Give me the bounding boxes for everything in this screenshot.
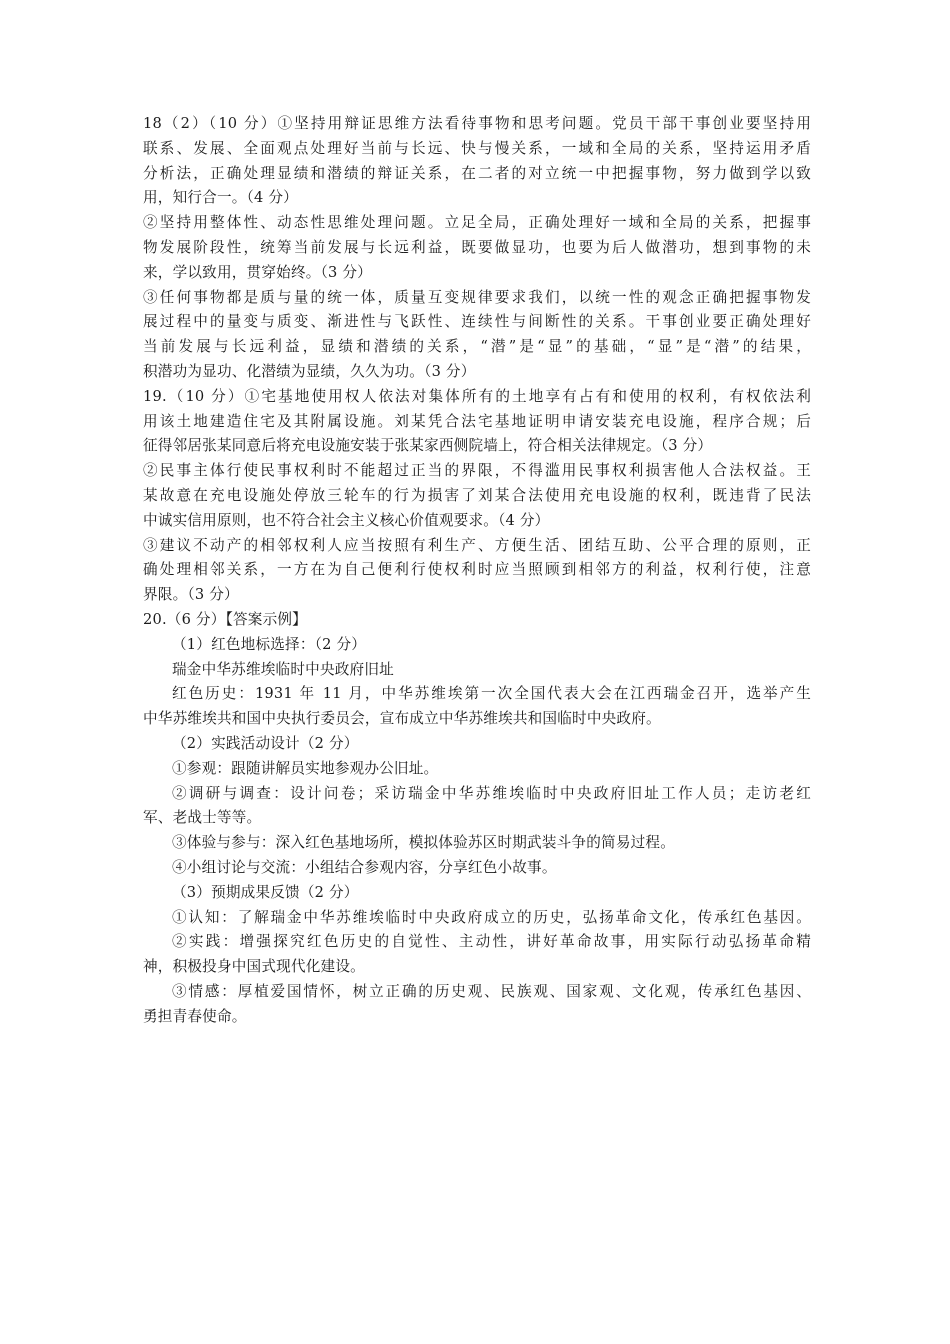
q20-history-line: 红色历史：1931 年 11 月，中华苏维埃第一次全国代表大会在江西瑞金召开，选举产生 bbox=[172, 685, 811, 703]
q20-part3-item: 神，积极投身中国式现代化建设。 bbox=[143, 958, 365, 976]
q20-part2-title: （2）实践活动设计（2 分） bbox=[172, 734, 359, 752]
q19-line: 界限。（3 分） bbox=[143, 586, 239, 604]
q20-part2-item: ③体验与参与：深入红色基地场所，模拟体验苏区时期武装斗争的简易过程。 bbox=[172, 834, 675, 852]
q20-heading: 20.（6 分）【答案示例】 bbox=[143, 610, 307, 628]
q18-line: 分析法，正确处理显绩和潜绩的辩证关系，在二者的对立统一中把握事物，努力做到学以致 bbox=[143, 164, 811, 182]
q18-answer bbox=[143, 112, 811, 385]
q18-line: 积潜功为显功、化潜绩为显绩，久久为功。（3 分） bbox=[143, 362, 476, 380]
q19-answer bbox=[143, 385, 811, 608]
q18-line: 来，学以致用，贯穿始终。（3 分） bbox=[143, 263, 372, 281]
q18-line: ②坚持用整体性、动态性思维处理问题。立足全局，正确处理好一域和全局的关系，把握事 bbox=[143, 214, 811, 232]
q18-line: 用，知行合一。（4 分） bbox=[143, 189, 298, 207]
q20-part3-item: ③情感：厚植爱国情怀，树立正确的历史观、民族观、国家观、文化观，传承红色基因、 bbox=[172, 982, 811, 1000]
q19-line: 确处理相邻关系，一方在为自己便利行使权利时应当照顾到相邻方的利益，权利行使，注意 bbox=[143, 561, 811, 579]
q20-part3-item: 勇担青春使命。 bbox=[143, 1007, 247, 1025]
q20-part2-item: ①参观：跟随讲解员实地参观办公旧址。 bbox=[172, 759, 439, 777]
q20-part1-title: （1）红色地标选择：（2 分） bbox=[172, 635, 367, 653]
q20-part3-item: ②实践：增强探究红色历史的自觉性、主动性，讲好革命故事，用实际行动弘扬革命精 bbox=[172, 933, 811, 951]
q20-history-line: 中华苏维埃共和国中央执行委员会，宣布成立中华苏维埃共和国临时中央政府。 bbox=[143, 710, 661, 728]
q19-line: 某故意在充电设施处停放三轮车的行为损害了刘某合法使用充电设施的权利，既违背了民法 bbox=[143, 486, 811, 504]
q19-line: 中诚实信用原则，也不符合社会主义核心价值观要求。（4 分） bbox=[143, 511, 550, 529]
q18-line: 物发展阶段性，统筹当前发展与长远利益，既要做显功，也要为后人做潜功，想到事物的未 bbox=[143, 238, 811, 256]
q20-part3-item: ①认知：了解瑞金中华苏维埃临时中央政府成立的历史，弘扬革命文化，传承红色基因。 bbox=[172, 908, 811, 926]
q18-line: 当前发展与长远利益，显绩和潜绩的关系，“潜”是“显”的基础，“显”是“潜”的结果， bbox=[143, 338, 811, 356]
q18-line: ③任何事物都是质与量的统一体，质量互变规律要求我们，以统一性的观念正确把握事物发 bbox=[143, 288, 811, 306]
q20-part3-title: （3）预期成果反馈（2 分） bbox=[172, 883, 359, 901]
q19-line: 征得邻居张某同意后将充电设施安装于张某家西侧院墙上，符合相关法律规定。（3 分） bbox=[143, 437, 713, 455]
q19-line: ③建议不动产的相邻权利人应当按照有利生产、方便生活、团结互助、公平合理的原则，正 bbox=[143, 536, 811, 554]
q20-part2-item: ②调研与调查：设计问卷；采访瑞金中华苏维埃临时中央政府旧址工作人员；走访老红 bbox=[172, 784, 811, 802]
q20-landmark: 瑞金中华苏维埃临时中央政府旧址 bbox=[172, 660, 394, 678]
q19-line: ②民事主体行使民事权利时不能超过正当的界限，不得滥用民事权利损害他人合法权益。王 bbox=[143, 462, 811, 480]
answer-page bbox=[143, 112, 811, 1029]
q18-line: 展过程中的量变与质变、渐进性与飞跃性、连续性与间断性的关系。干事创业要正确处理好 bbox=[143, 313, 811, 331]
q20-answer bbox=[143, 608, 811, 1030]
q18-line: 联系、发展、全面观点处理好当前与长远、快与慢关系，一域和全局的关系，坚持运用矛盾 bbox=[143, 139, 811, 157]
q18-line: 18（2）（10 分）①坚持用辩证思维方法看待事物和思考问题。党员干部干事创业要坚持用 bbox=[143, 115, 811, 132]
q20-part2-item: ④小组讨论与交流：小组结合参观内容，分享红色小故事。 bbox=[172, 858, 557, 876]
q19-line: 用该土地建造住宅及其附属设施。刘某凭合法宅基地证明申请安装充电设施，程序合规；后 bbox=[143, 412, 811, 430]
q20-part2-item: 军、老战士等等。 bbox=[143, 809, 262, 827]
q19-line: 19.（10 分）①宅基地使用权人依法对集体所有的土地享有占有和使用的权利，有权依法利 bbox=[143, 387, 811, 405]
